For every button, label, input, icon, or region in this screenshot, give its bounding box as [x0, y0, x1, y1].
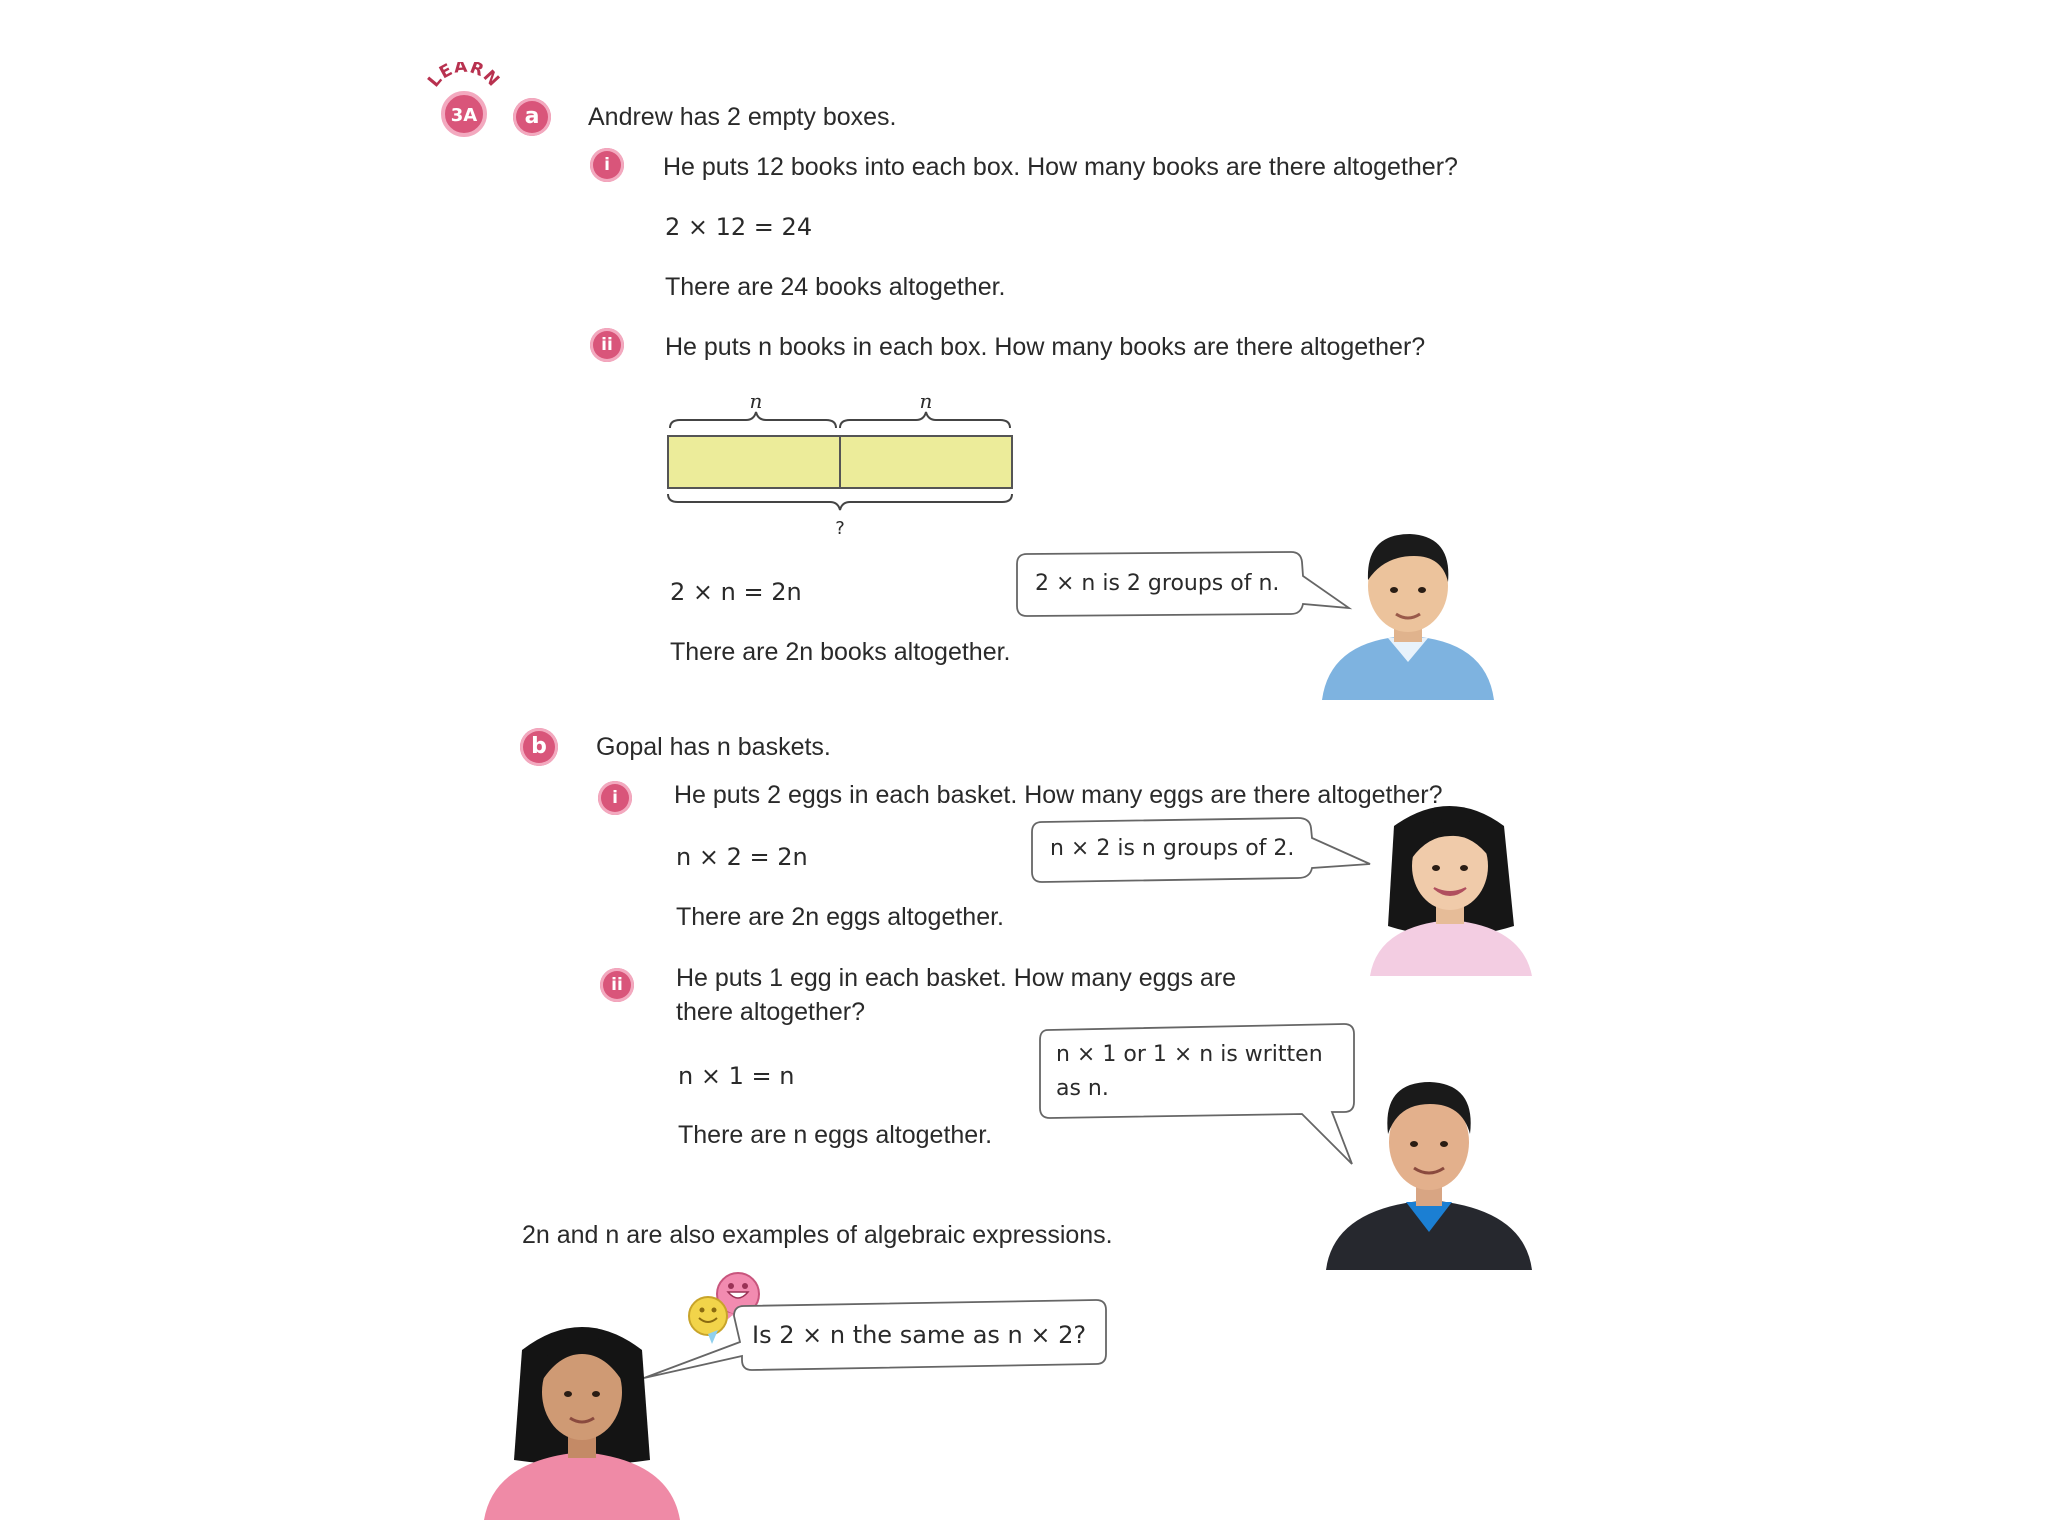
part-b-marker: [520, 728, 558, 766]
brace-left: [670, 412, 836, 428]
bubble-girl-text: n × 2 is n groups of 2.: [1050, 836, 1295, 861]
speech-bubble-boy: [1036, 1022, 1366, 1172]
speech-bubble-andrew: [1015, 550, 1355, 620]
girl-illustration: [1366, 796, 1536, 976]
part-b-q1-answer: There are 2n eggs altogether.: [676, 903, 1005, 931]
part-a-letter: a: [524, 104, 540, 129]
speech-bubble-discussion: [640, 1296, 1110, 1388]
part-b-letter: b: [531, 734, 547, 759]
part-a-marker: [513, 98, 551, 136]
bar-segment-1: [668, 436, 840, 488]
lesson-number: 3A: [450, 105, 478, 126]
part-a-q1-answer: There are 24 books altogether.: [665, 273, 1006, 301]
girl-figure: [1366, 796, 1536, 976]
part-a-q2-answer: There are 2n books altogether.: [670, 638, 1011, 666]
learn-word: LEARN: [424, 62, 504, 92]
part-a-q1-numeral: i: [604, 155, 610, 175]
part-a-q2-numeral: ii: [601, 335, 613, 355]
bubble-discussion-text: Is 2 × n the same as n × 2?: [752, 1321, 1087, 1349]
andrew-illustration: [1318, 520, 1498, 700]
part-b-q1-numeral: i: [612, 788, 618, 808]
bubble-boy-text-line1: n × 1 or 1 × n is written: [1056, 1042, 1323, 1067]
part-a-q2-question: He puts n books in each box. How many books are there altogether?: [665, 333, 1426, 361]
summary-statement: 2n and n are also examples of algebraic expressions.: [522, 1221, 1113, 1249]
bar-segment-2: [840, 436, 1012, 488]
woman-figure: [482, 1310, 682, 1520]
bar-label-left: n: [749, 390, 763, 413]
part-b-q2-question-line2: there altogether?: [676, 998, 866, 1026]
brace-bottom: [668, 494, 1012, 510]
part-b-q2-marker: [600, 968, 634, 1002]
part-b-q1-marker: [598, 781, 632, 815]
part-b-q1-question: He puts 2 eggs in each basket. How many eggs are there altogether?: [674, 781, 1443, 809]
part-b-q2-answer: There are n eggs altogether.: [678, 1121, 993, 1149]
bar-total-label: ?: [835, 518, 845, 539]
boy-figure: [1324, 1060, 1534, 1270]
bar-label-right: n: [919, 390, 933, 413]
part-a-q1-marker: [590, 148, 624, 182]
brace-right: [840, 412, 1010, 428]
bubble-andrew-text: 2 × n is 2 groups of n.: [1035, 571, 1280, 596]
part-a-q1-equation: 2 × 12 = 24: [665, 213, 813, 241]
part-a-q2-equation: 2 × n = 2n: [670, 578, 802, 606]
learn-badge: [420, 62, 508, 142]
andrew-figure: [1318, 520, 1498, 700]
svg-text:LEARN: [424, 62, 504, 91]
learn-badge-graphic: [420, 62, 508, 142]
part-a-intro: Andrew has 2 empty boxes.: [588, 103, 897, 131]
part-b-q1-equation: n × 2 = 2n: [676, 843, 808, 871]
woman-illustration: [482, 1310, 682, 1520]
part-b-q2-equation: n × 1 = n: [678, 1062, 795, 1090]
bar-model-graphic: [660, 390, 1020, 540]
part-a-q1-question: He puts 12 books into each box. How many books are there altogether?: [663, 153, 1458, 181]
part-a-q2-marker: [590, 328, 624, 362]
bar-model: [660, 390, 1020, 540]
part-b-q2-numeral: ii: [611, 975, 623, 995]
part-b-q2-question-line1: He puts 1 egg in each basket. How many eggs are: [676, 964, 1237, 992]
speech-bubble-girl: [1030, 816, 1375, 886]
boy-illustration: [1324, 1060, 1534, 1270]
part-b-intro: Gopal has n baskets.: [596, 733, 831, 761]
bubble-boy-text-line2: as n.: [1056, 1076, 1109, 1101]
